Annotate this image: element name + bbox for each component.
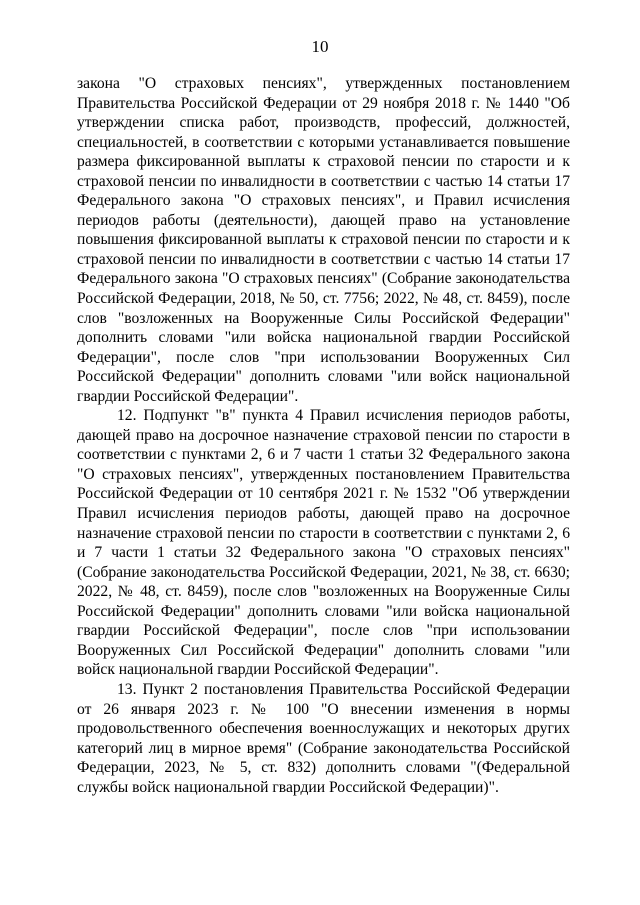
paragraph-item-13: 13. Пункт 2 постановления Правительства Российской Федерации от 26 января 2023 г. № 100 "О внесении изменения в нормы продовольственного обеспечения военнослужащих и некоторых других категорий лиц в мирное время" (Собрание законодательства Российской Федерации, 2023, № 5, ст. 832) дополнить словами "(Федеральной службы войск национальной гвардии Российской Федерации)". bbox=[77, 680, 570, 796]
document-body bbox=[77, 74, 570, 797]
paragraph-item-12: 12. Подпункт "в" пункта 4 Правил исчисления периодов работы, дающей право на досрочное назначение страховой пенсии по старости в соответствии с пунктами 2, 6 и 7 части 1 статьи 32 Федерального закона "О страховых пенсиях", утвержденных постановлением Правительства Российской Федерации от 10 сентября 2021 г. № 1532 "Об утверждении Правил исчисления периодов работы, дающей право на досрочное назначение страховой пенсии по старости в соответствии с пунктами 2, 6 и 7 части 1 статьи 32 Федерального закона "О страховых пенсиях" (Собрание законодательства Российской Федерации, 2021, № 38, ст. 6630; 2022, № 48, ст. 8459), после слов "возложенных на Вооруженные Силы Российской Федерации" дополнить словами "или войска национальной гвардии Российской Федерации", после слов "при использовании Вооруженных Сил Российской Федерации" дополнить словами "или войск национальной гвардии Российской Федерации". bbox=[77, 407, 570, 679]
paragraph-continuation: закона "О страховых пенсиях", утвержденных постановлением Правительства Российской Федерации от 29 ноября 2018 г. № 1440 "Об утверждении списка работ, производств, профессий, должностей, специальностей, в соответствии с которыми устанавливается повышение размера фиксированной выплаты к страховой пенсии по старости и к страховой пенсии по инвалидности в соответствии с частью 14 статьи 17 Федерального закона "О страховых пенсиях", и Правил исчисления периодов работы (деятельности), дающей право на установление повышения фиксированной выплаты к страховой пенсии по старости и к страховой пенсии по инвалидности в соответствии с частью 14 статьи 17 Федерального закона "О страховых пенсиях" (Собрание законодательства Российской Федерации, 2018, № 50, ст. 7756; 2022, № 48, ст. 8459), после слов "возложенных на Вооруженные Силы Российской Федерации" дополнить словами "или войска национальной гвардии Российской Федерации", после слов "при использовании Вооруженных Сил Российской Федерации" дополнить словами "или войск национальной гвардии Российской Федерации". bbox=[77, 75, 570, 405]
page-number: 10 bbox=[311, 37, 329, 56]
